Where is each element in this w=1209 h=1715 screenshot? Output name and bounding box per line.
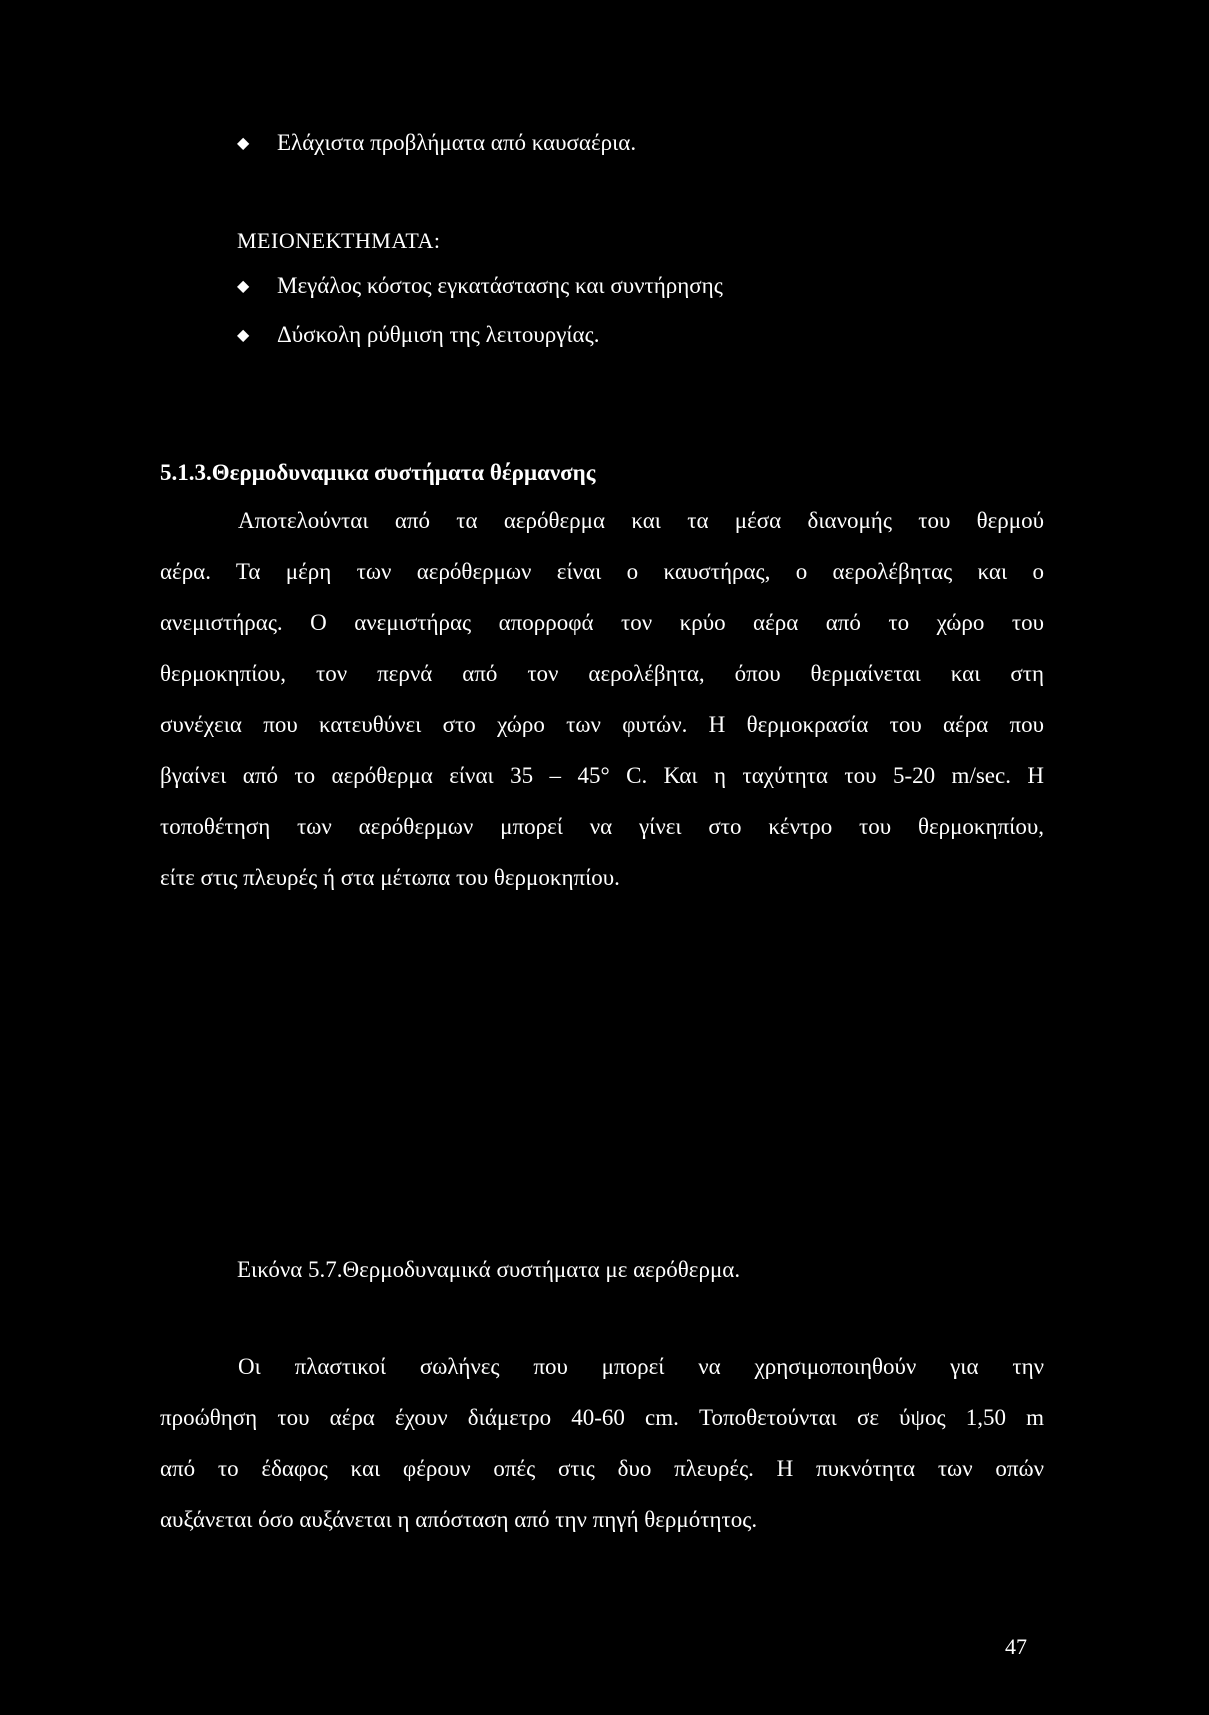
list-item-text: Ελάχιστα προβλήματα από καυσαέρια.: [277, 130, 637, 155]
page-number: 47: [1005, 1634, 1027, 1659]
paragraph-line: αέρα. Τα μέρη των αερόθερμων είναι ο καυστήρας, ο αερολέβητας και ο: [160, 559, 1044, 584]
list-item: [237, 322, 599, 348]
paragraph-line: ανεμιστήρας. Ο ανεμιστήρας απορροφά τον κρύο αέρα από το χώρο του: [160, 610, 1044, 635]
list-item-text: Δύσκολη ρύθμιση της λειτουργίας.: [277, 322, 600, 347]
paragraph-line: τοποθέτηση των αερόθερμων μπορεί να γίνει στο κέντρο του θερμοκηπίου,: [160, 814, 1044, 839]
paragraph-line: αυξάνεται όσο αυξάνεται η απόσταση από την πηγή θερμότητος.: [160, 1507, 758, 1532]
list-item-text: Μεγάλος κόστος εγκατάστασης και συντήρησης: [277, 273, 723, 298]
diamond-bullet-icon: ◆: [237, 278, 250, 295]
list-item: [237, 273, 723, 299]
paragraph: [160, 1341, 1044, 1545]
paragraph-line: Αποτελούνται από τα αερόθερμα και τα μέσα διανομής του θερμού: [238, 508, 1044, 533]
diamond-bullet-icon: ◆: [237, 327, 250, 344]
list-item: [237, 130, 636, 156]
disadvantages-heading: ΜΕΙΟΝΕΚΤΗΜΑΤΑ:: [237, 228, 441, 253]
paragraph-line: είτε στις πλευρές ή στα μέτωπα του θερμοκηπίου.: [160, 865, 620, 890]
paragraph: [160, 495, 1044, 903]
paragraph-line: συνέχεια που κατευθύνει στο χώρο των φυτών. Η θερμοκρασία του αέρα που: [160, 712, 1044, 737]
paragraph-line: Οι πλαστικοί σωλήνες που μπορεί να χρησιμοποιηθούν για την: [238, 1354, 1044, 1379]
figure-caption: Εικόνα 5.7.Θερμοδυναμικά συστήματα με αερόθερμα.: [237, 1257, 741, 1282]
section-title: 5.1.3.Θερμοδυναμικα συστήματα θέρμανσης: [160, 460, 596, 485]
paragraph-line: προώθηση του αέρα έχουν διάμετρο 40-60 cm. Τοποθετούνται σε ύψος 1,50 m: [160, 1405, 1044, 1430]
diamond-bullet-icon: ◆: [237, 135, 250, 152]
paragraph-line: βγαίνει από το αερόθερμα είναι 35 – 45° C. Και η ταχύτητα του 5-20 m/sec. Η: [160, 763, 1044, 788]
paragraph-line: από το έδαφος και φέρουν οπές στις δυο πλευρές. Η πυκνότητα των οπών: [160, 1456, 1044, 1481]
paragraph-line: θερμοκηπίου, τον περνά από τον αερολέβητα, όπου θερμαίνεται και στη: [160, 661, 1044, 686]
